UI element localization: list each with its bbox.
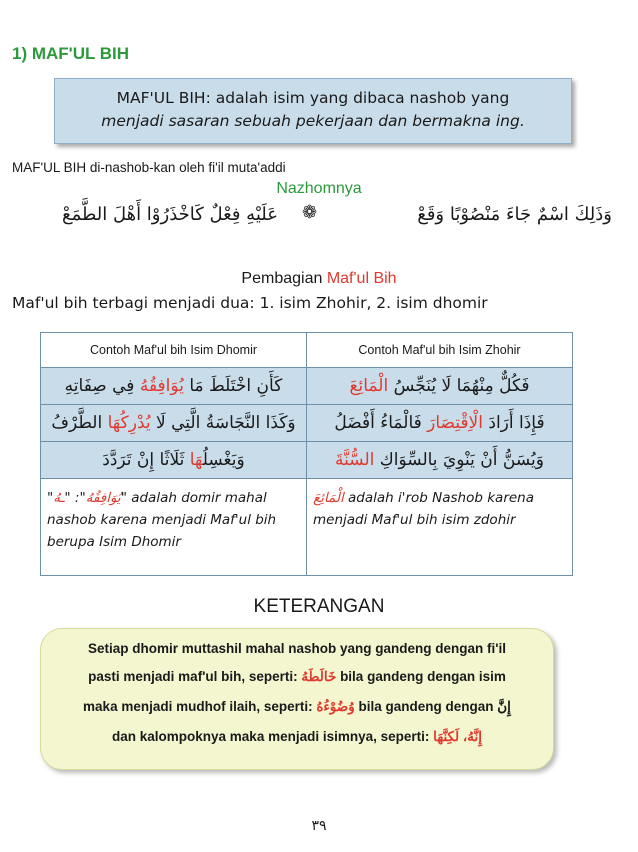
keterangan-line-1: Setiap dhomir muttashil mahal nashob yang gandeng dengan fi'il: [87, 641, 506, 656]
note-highlight: ـهُ: [53, 490, 65, 506]
example-text: الطَّرْفُ: [51, 413, 108, 433]
dhomir-explanation: [41, 479, 307, 576]
table-row: [41, 479, 573, 576]
note-highlight: الْمَائِعَ: [313, 490, 344, 506]
example-text: ثَلَاثًا إِنْ تَرَدَّدَ: [102, 450, 190, 470]
line-text: maka menjadi mudhof ilaih, seperti:: [83, 699, 317, 714]
example-highlight: الْمَائِعَ: [349, 376, 389, 396]
pembagian-title: [0, 270, 638, 288]
zhohir-explanation: [307, 479, 573, 576]
note-text: ": ": [64, 490, 86, 506]
example-highlight: السُّنَّةَ: [335, 450, 375, 470]
note-arabic: يُوَافِقُهُ: [85, 490, 121, 506]
line-arabic: إِنَّهُ، لَكِنَّهَا: [433, 729, 482, 744]
section-heading: 1) MAF'UL BIH: [12, 44, 130, 63]
example-highlight: يُوَافِقُهُ: [139, 376, 184, 396]
pembagian-title-highlight: Maf'ul Bih: [326, 270, 397, 287]
keterangan-line-4: [41, 729, 553, 745]
line-arabic: إِنَّ: [497, 699, 511, 714]
example-text: كَأَنِ اخْتَلَطَ مَا: [183, 376, 283, 396]
nazhom-title: Nazhomnya: [276, 180, 362, 197]
example-text: فَإِذَا أَرَادَ: [482, 413, 545, 433]
table-row: [41, 442, 573, 479]
keterangan-title: KETERANGAN: [253, 596, 385, 617]
dhomir-example-3: [41, 442, 307, 479]
example-highlight: هَا: [189, 450, 203, 470]
line-text: bila gandeng dengan isim: [336, 669, 506, 684]
header-isim-dhomir: Contoh Maf'ul bih Isim Dhomir: [41, 333, 307, 368]
example-highlight: الْاِقْتِصَارَ: [427, 413, 483, 433]
pembagian-title-prefix: Pembagian: [241, 270, 323, 287]
example-text: وَيُسَنُّ أَنْ يَنْوِيَ بِالسِّوَاكِ: [374, 450, 544, 470]
note-text: " adalah domir mahal nashob karena menjadi Maf'ul bih berupa Isim Dhomir: [47, 490, 277, 550]
zhohir-example-2: [307, 405, 573, 442]
page-number: ٣٩: [311, 818, 327, 834]
line-arabic: خَالَطَهُ: [301, 669, 337, 684]
note-text: adalah i'rob Nashob karena menjadi Maf'ul bih isim zdohir: [313, 490, 534, 528]
flower-separator-icon: ❁: [302, 202, 318, 223]
example-text: فَالْمَاءُ أَفْضَلُ: [334, 413, 428, 433]
keterangan-line-2: [41, 669, 553, 685]
example-highlight: يُدْرِكُهَا: [107, 413, 151, 433]
zhohir-example-1: [307, 368, 573, 405]
example-text: وَكَذَا النَّجَاسَةُ الَّتِي لَا: [150, 413, 296, 433]
dhomir-example-2: [41, 405, 307, 442]
table-row: [41, 405, 573, 442]
keterangan-line-3: [41, 699, 553, 715]
keterangan-box: [40, 628, 554, 770]
table-row: [41, 368, 573, 405]
line-arabic: وُضُوْءُهُ: [316, 699, 355, 714]
note-text: ": [47, 490, 54, 506]
example-text: فِي صِفَاتِهِ: [64, 376, 140, 396]
table-header-row: [41, 333, 573, 368]
nazhom-left-verse: عَلَيْهِ فِعْلٌ كَاخْذَرُوْا أَهْلَ الطَّمَعْ: [62, 204, 278, 225]
definition-line-1: MAF'UL BIH: adalah isim yang dibaca nashob yang: [116, 89, 510, 107]
nazhom-right-verse: وَذَلِكَ اسْمٌ جَاءَ مَنْصُوْبًا وَقَعْ: [417, 204, 612, 225]
pembagian-description: Maf'ul bih terbagi menjadi dua: 1. isim Zhohir, 2. isim dhomir: [12, 294, 488, 312]
definition-box: [54, 78, 572, 144]
dhomir-example-1: [41, 368, 307, 405]
definition-line-2: menjadi sasaran sebuah pekerjaan dan bermakna ing.: [101, 112, 525, 130]
line-text: dan kalompoknya maka menjadi isimnya, seperti:: [112, 729, 434, 744]
line-text: bila gandeng dengan: [354, 699, 498, 714]
examples-table: [40, 332, 573, 576]
line-text: pasti menjadi maf'ul bih, seperti:: [88, 669, 302, 684]
example-text: فَكُلٌّ مِنْهُمَا لَا يُنَجِّسُ: [388, 376, 530, 396]
zhohir-example-3: [307, 442, 573, 479]
example-text: وَيَغْسِلُ: [202, 450, 245, 470]
header-isim-zhohir: Contoh Maf'ul bih Isim Zhohir: [307, 333, 573, 368]
intro-text: MAF'UL BIH di-nashob-kan oleh fi'il muta'addi: [12, 160, 286, 175]
